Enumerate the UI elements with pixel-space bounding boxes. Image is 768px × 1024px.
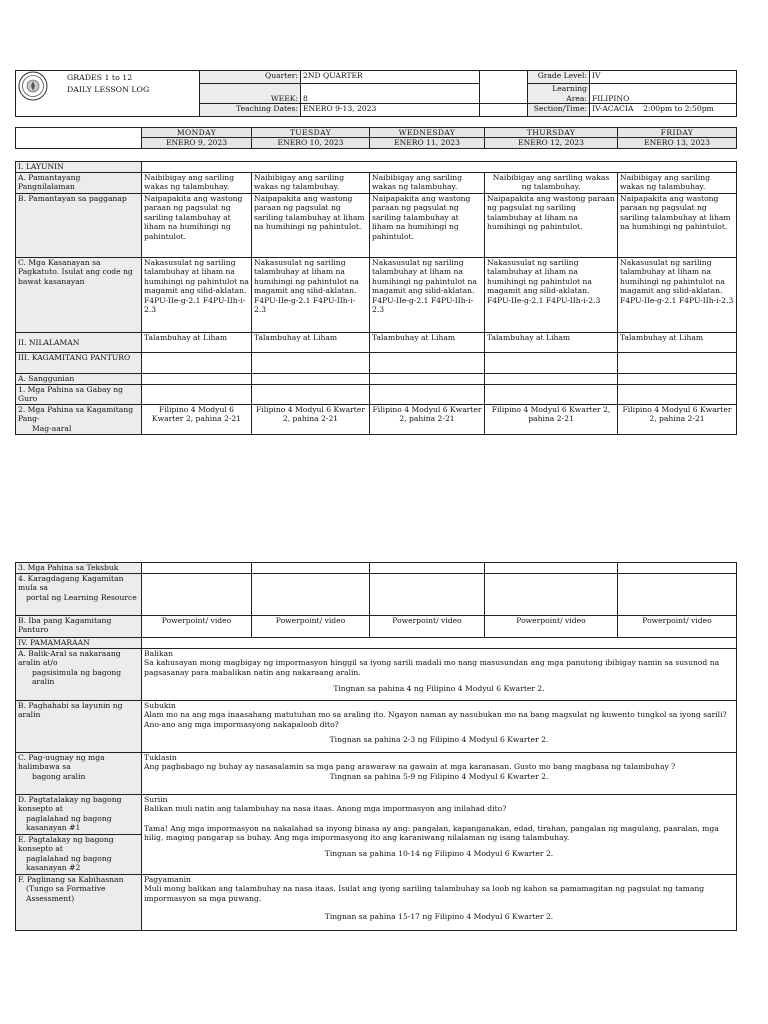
grades-title: GRADES 1 to 12 <box>67 73 133 82</box>
grade-level-value: IV <box>590 71 737 84</box>
pang-mag-aaral-cell: Filipino 4 Modyul 6 Kwarter 2, pahina 2-21 <box>485 405 618 435</box>
iba-pang-kagamitan-cell: Powerpoint/ video <box>142 616 252 638</box>
quarter-value: 2ND QUARTER <box>301 71 480 84</box>
date-wednesday: ENERO 11, 2023 <box>370 138 485 148</box>
balikan-title: Balikan <box>144 649 173 658</box>
pagtatalakay-1-label: D. Pagtatalakay ng bagong konsepto at paglalahad ng bagong kasanayan #1 <box>16 795 142 835</box>
pag-uugnay-label: C. Pag-uugnay ng mga halimbawa sa bagong aralin <box>16 753 142 795</box>
kagamitang-pang-mag-aaral-label: 2. Mga Pahina sa Kagamitang Pang- Mag-aaral <box>16 405 142 435</box>
pang-mag-aaral-cell: Filipino 4 Modyul 6 Kwarter 2, pahina 2-21 <box>252 405 370 435</box>
paghahabi-content <box>142 701 737 753</box>
pang-mag-aaral-cell: Filipino 4 Modyul 6 Kwarter 2, pahina 2-21 <box>618 405 737 435</box>
pang-mag-aaral-cell: Filipino 4 Modyul 6 Kwarter 2, pahina 2-21 <box>370 405 485 435</box>
pagganap-cell: Naipapakita ang wastong paraan ng pagsulat ng sariling talambuhay at liham na humihingi ng pahintulot. <box>485 194 618 258</box>
nilalaman-cell: Talambuhay at Liham <box>142 333 252 353</box>
suriin-ref: Tingnan sa pahina 10-14 ng Filipino 4 Modyul 6 Kwarter 2. <box>324 848 554 858</box>
subukin-title: Subukin <box>144 701 176 710</box>
gabay-ng-guro-label: 1. Mga Pahina sa Gabay ng Guro <box>16 385 142 405</box>
week-label: WEEK: <box>200 84 301 104</box>
kasanayan-cell: Nakasusulat ng sariling talambuhay at liham na humihingi ng pahintulot na magamit ang silid-aklatan. F4PU-IIe-g-2.1 F4PU-IIh-i-2.3 <box>618 258 737 333</box>
suriin-text-2: Tama! Ang mga impormasyon na nakalahad sa inyong binasa ay ang: pangalan, kapanganakan, edad, tirahan, pangalan ng magulang, paaralan, mga hilig, maging pangarap sa buhay. Ang mga impormasyong ito ang karaniwang nilalaman ng isang talambuhay. <box>144 823 719 843</box>
day-thursday: THURSDAY <box>485 128 618 138</box>
pamantayang-cell: Naibibigay ang sariling wakas ng talambuhay. <box>618 173 737 194</box>
karagdagang-kagamitan-label: 4. Karagdagang Kagamitan mula sa portal ng Learning Resource <box>16 574 142 616</box>
iba-pang-kagamitan-cell: Powerpoint/ video <box>485 616 618 638</box>
section-time-label: Section/Time: <box>528 104 590 117</box>
sanggunian-label: A. Sanggunian <box>16 374 142 385</box>
teksbuk-label: 3. Mga Pahina sa Teksbuk <box>16 563 142 574</box>
nilalaman-cell: Talambuhay at Liham <box>252 333 370 353</box>
date-thursday: ENERO 12, 2023 <box>485 138 618 148</box>
nilalaman-label: II. NILALAMAN <box>16 333 142 353</box>
pagyamanin-content <box>142 875 737 931</box>
kasanayan-cell: Nakasusulat ng sariling talambuhay at liham na humihingi ng pahintulot na magamit ang silid-aklatan. F4PU-IIe-g-2.1 F4PU-IIh-i-2.3 <box>370 258 485 333</box>
balik-aral-label: A. Balik-Aral sa nakaraang aralin at/o pagsisimula ng bagong aralin <box>16 649 142 701</box>
learning-area-value: FILIPINO <box>590 84 737 104</box>
section-time-value: IV-ACACIA 2:00pm to 2:50pm <box>590 104 737 117</box>
iba-pang-kagamitan-label: B. Iba pang Kagamitang Panturo <box>16 616 142 638</box>
grade-level-label: Grade Level: <box>528 71 590 84</box>
suriin-title: Suriin <box>144 795 168 804</box>
pagganap-cell: Naipapakita ang wastong paraan ng pagsulat ng sariling talambuhay at liham na humihingi ng pahintulot. <box>618 194 737 258</box>
date-monday: ENERO 9, 2023 <box>142 138 252 148</box>
procedures-table <box>15 562 737 931</box>
date-friday: ENERO 13, 2023 <box>618 138 737 148</box>
header-frame-left <box>15 70 199 117</box>
layunin-heading: I. LAYUNIN <box>16 162 142 173</box>
pagyamanin-title: Pagyamanin <box>144 875 191 884</box>
pamantayang-cell: Naibibigay ang sariling wakas ng talambuhay. <box>142 173 252 194</box>
pagganap-cell: Naipapakita ang wastong paraan ng pagsulat ng sariling talambuhay at liham na humihingi ng pahintulot. <box>142 194 252 258</box>
nilalaman-cell: Talambuhay at Liham <box>485 333 618 353</box>
subukin-ref: Tingnan sa pahina 2-3 ng Filipino 4 Modyul 6 Kwarter 2. <box>329 735 549 745</box>
pagyamanin-ref: Tingnan sa pahina 15-17 ng Filipino 4 Modyul 6 Kwarter 2. <box>324 912 554 922</box>
week-value: 8 <box>301 84 480 104</box>
tuklasin-ref: Tingnan sa pahina 5-9 ng Filipino 4 Modyul 6 Kwarter 2. <box>329 771 549 781</box>
pagyamanin-text: Muli mong balikan ang talambuhay na nasa itaas. Isulat ang iyong sariling talambuhay sa loob ng kahon sa pamamagitan ng pagsulat ng tamang impormasyon sa mga puwang. <box>144 884 705 903</box>
kagamitang-panturo-label: III. KAGAMITANG PANTURO <box>16 353 142 374</box>
kasanayan-cell: Nakasusulat ng sariling talambuhay at liham na humihingi ng pahintulot na magamit ang silid-aklatan. F4PU-IIe-g-2.1 F4PU-IIh-i-2.3 <box>485 258 618 333</box>
kasanayan-cell: Nakasusulat ng sariling talambuhay at liham na humihingi ng pahintulot na magamit ang silid-aklatan. F4PU-IIe-g-2.1 F4PU-IIh-i-2.3 <box>252 258 370 333</box>
header-info-table <box>199 70 737 117</box>
iba-pang-kagamitan-cell: Powerpoint/ video <box>370 616 485 638</box>
subukin-text: Alam mo na ang mga inaasahang matutuhan mo sa araling ito. Ngayon naman ay nasubukan mo na bang magsulat ng kuwento tungkol sa iyong sarili? Ano-ano ang mga impormasyong nakapaloob dito? <box>144 710 727 729</box>
suriin-content <box>142 795 737 875</box>
tuklasin-title: Tuklasin <box>144 753 177 762</box>
nilalaman-cell: Talambuhay at Liham <box>370 333 485 353</box>
pamantayang-pangnilalaman-label: A. Pamantayang Pangnilalaman <box>16 173 142 194</box>
pagtalakay-2-label: E. Pagtalakay ng bagong konsepto at paglalahad ng bagong kasanayan #2 <box>16 835 142 875</box>
objectives-table <box>15 161 737 435</box>
learning-area-label: Learning Area: <box>528 84 590 104</box>
quarter-label: Quarter: <box>200 71 301 84</box>
pamantayang-cell: Naibibigay ang sariling wakas ng talambuhay. <box>252 173 370 194</box>
balik-aral-content <box>142 649 737 701</box>
paglinang-label: F. Paglinang sa Kabihasnan (Tungo sa Formative Assessment) <box>16 875 142 931</box>
nilalaman-cell: Talambuhay at Liham <box>618 333 737 353</box>
kasanayan-cell: Nakasusulat ng sariling talambuhay at liham na humihingi ng pahintulot na magamit ang silid-aklatan. F4PU-IIe-g-2.1 F4PU-IIh-i-2.3 <box>142 258 252 333</box>
teaching-dates-value: ENERO 9-13, 2023 <box>301 104 480 117</box>
date-tuesday: ENERO 10, 2023 <box>252 138 370 148</box>
balikan-ref: Tingnan sa pahina 4 ng Filipino 4 Modyul 6 Kwarter 2. <box>333 684 545 694</box>
iba-pang-kagamitan-cell: Powerpoint/ video <box>252 616 370 638</box>
pang-mag-aaral-cell: Filipino 4 Modyul 6 Kwarter 2, pahina 2-21 <box>142 405 252 435</box>
pag-uugnay-content <box>142 753 737 795</box>
dll-title: DAILY LESSON LOG <box>67 85 150 94</box>
pamantayang-cell: Naibibigay ang sariling wakas ng talambuhay. <box>370 173 485 194</box>
iba-pang-kagamitan-cell: Powerpoint/ video <box>618 616 737 638</box>
kasanayan-label: C. Mga Kasanayan sa Pagkatuto. Isulat ang code ng bawat kasanayan <box>16 258 142 333</box>
day-monday: MONDAY <box>142 128 252 138</box>
pamantayan-sa-pagganap-label: B. Pamantayan sa pagganap <box>16 194 142 258</box>
pagganap-cell: Naipapakita ang wastong paraan ng pagsulat ng sariling talambuhay at liham na humihingi ng pahintulot. <box>252 194 370 258</box>
pamantayang-cell: Naibibigay ang sariling wakas ng talambuhay. <box>485 173 618 194</box>
pamamaraan-heading: IV. PAMAMARAAN <box>16 638 142 649</box>
pagganap-cell: Naipapakita ang wastong paraan ng pagsulat ng sariling talambuhay at liham na humihingi ng pahintulot. <box>370 194 485 258</box>
days-header-table <box>15 127 737 149</box>
tuklasin-text: Ang pagbabago ng buhay ay nasasalamin sa mga pang arawaraw na gawain at mga karanasan. Gusto mo bang magbasa ng talambuhay ? <box>144 762 676 772</box>
suriin-text-1: Balikan muli natin ang talambuhay na nasa itaas. Anong mga impormasyon ang inilahad dito? <box>144 804 507 814</box>
day-tuesday: TUESDAY <box>252 128 370 138</box>
teaching-dates-label: Teaching Dates: <box>200 104 301 117</box>
balikan-text: Sa kahusayan mong magbigay ng impormasyon hinggil sa iyong sarili madali mo nang masusundan ang mga panutong ibibigay namin sa susunod na pagsasanay para mabalikan natin ang nakaraang aralin. <box>144 658 720 677</box>
paghahabi-label: B. Paghahabi sa layunin ng aralin <box>16 701 142 753</box>
day-friday: FRIDAY <box>618 128 737 138</box>
day-wednesday: WEDNESDAY <box>370 128 485 138</box>
